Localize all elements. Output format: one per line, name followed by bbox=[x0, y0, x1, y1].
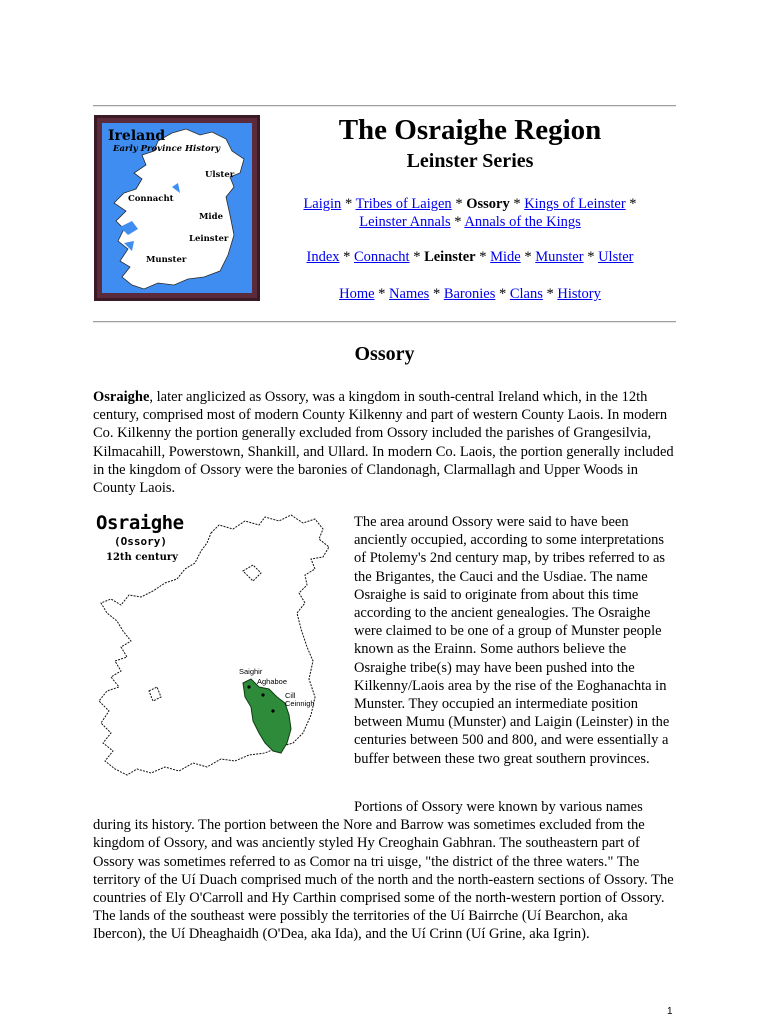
nav-separator: * bbox=[625, 196, 637, 212]
nav-row-site bbox=[268, 285, 672, 303]
ossory-map-century: 12th century bbox=[106, 552, 178, 563]
ossory-map-subtitle: (Ossory) bbox=[114, 535, 167, 548]
nav-separator: * bbox=[475, 249, 491, 265]
map-label-mide: Mide bbox=[199, 212, 223, 222]
nav-link-baronies[interactable]: Baronies bbox=[443, 286, 496, 302]
map-subtitle: Early Province History bbox=[113, 144, 221, 154]
nav-link-laigin[interactable]: Laigin bbox=[303, 196, 342, 212]
map-label-connacht: Connacht bbox=[128, 194, 174, 204]
nav-row-provinces bbox=[268, 248, 672, 266]
page-number: 1 bbox=[667, 1006, 673, 1017]
nav-link-connacht[interactable]: Connacht bbox=[354, 249, 410, 265]
intro-paragraph bbox=[93, 388, 676, 497]
nav-separator: * bbox=[341, 196, 356, 212]
page-title: The Osraighe Region bbox=[338, 114, 602, 146]
ireland-province-map[interactable] bbox=[94, 115, 260, 301]
map-label-ceinnigh: Ceinnigh bbox=[285, 699, 315, 708]
nav-separator: * bbox=[451, 196, 467, 212]
nav-current-leinster: Leinster bbox=[424, 249, 476, 265]
intro-text: , later anglicized as Ossory, was a kingdom in south-central Ireland which, in the 12th century, comprised most of modern County Kilkenny and part of western County Laois. In modern Co. Kilkenny the portion generally excluded from Ossory included the parishes of Grangesilvia, Kilmacahill, Powerstown, Shankill, and Ullard. In modern Co. Laois, the portion generally included in the kingdom of Ossory were the baronies of Clandonagh, Clarmallagh and Upper Woods in County Laois. bbox=[93, 389, 674, 497]
nav-link-mide[interactable]: Mide bbox=[490, 249, 521, 265]
nav-separator: * bbox=[339, 249, 354, 265]
nav-link-kings-of-leinster[interactable]: Kings of Leinster bbox=[524, 196, 626, 212]
saighir-marker bbox=[247, 685, 250, 688]
map-label-cill: Cill bbox=[285, 691, 296, 700]
nav-link-home[interactable]: Home bbox=[339, 286, 375, 302]
map-label-aghaboe: Aghaboe bbox=[257, 677, 288, 686]
intro-term: Osraighe bbox=[93, 389, 150, 405]
section-title: Ossory bbox=[354, 343, 415, 365]
nav-link-history[interactable]: History bbox=[557, 286, 601, 302]
nav-row-leinster-series bbox=[268, 195, 672, 231]
map-label-ulster: Ulster bbox=[205, 170, 235, 180]
nav-separator: * bbox=[450, 214, 465, 230]
ireland-map-sea bbox=[102, 123, 252, 293]
nav-link-tribes-of-laigen[interactable]: Tribes of Laigen bbox=[355, 196, 452, 212]
section-divider bbox=[93, 321, 676, 323]
top-divider bbox=[93, 105, 676, 107]
nav-separator: * bbox=[374, 286, 390, 302]
ossory-map[interactable] bbox=[93, 511, 345, 786]
map-title: Ireland bbox=[108, 128, 166, 144]
ossory-map-title: Osraighe bbox=[96, 512, 184, 534]
nav-link-ulster[interactable]: Ulster bbox=[598, 249, 634, 265]
nav-separator: * bbox=[409, 249, 425, 265]
history-paragraph-portions: Portions of Ossory were known by various names during its history. The portion between the Nore and Barrow was sometimes excluded from the kingdom of Ossory, and was anciently styled Hy Creoghain Gabhran. The southeastern part of Ossory was sometimes referred to as Comor na tri uisge, "the district of the three waters." The territory of the Uí Duach comprised much of the north and the north-eastern sections of Ossory. The countries of Ely O'Carroll and Hy Carthin comprised some of the north-western portion of Ossory. The lands of the southeast were possibly the territories of the Uí Bairrche (Uí Bearchon, aka Ibercon), the Uí Dheaghaidh (O'Dea, aka Ida), and the Uí Crinn (Uí Grine, aka Igrin). bbox=[93, 799, 674, 943]
nav-link-index[interactable]: Index bbox=[306, 249, 340, 265]
nav-separator: * bbox=[520, 249, 536, 265]
history-paragraph-ancient: The area around Ossory were said to have been anciently occupied, according to some interpretations of Ptolemy's 2nd century map, by tribes referred to as the Brigantes, the Cauci and the Usdiae. The name Osraighe is said to originate from about this time according to the ancient genealogies. The Osraighe were claimed to be one of a group of Munster people known as the Erainn. Some authors believe the Osraighe tribe(s) may have been pushed into the Kilkenny/Laois area by the rise of the Eoghanachta in Munster. They occupied an intermediate position between Mumu (Munster) and Laigin (Leinster) in the centuries between 500 and 800, and were essentially a buffer between these two great southern provinces. bbox=[354, 514, 670, 767]
aghaboe-marker bbox=[261, 693, 264, 696]
page-subtitle: Leinster Series bbox=[406, 150, 534, 172]
nav-link-munster[interactable]: Munster bbox=[535, 249, 584, 265]
nav-separator: * bbox=[509, 196, 525, 212]
nav-link-annals-of-the-kings[interactable]: Annals of the Kings bbox=[464, 214, 581, 230]
nav-link-leinster-annals[interactable]: Leinster Annals bbox=[359, 214, 451, 230]
map-label-leinster: Leinster bbox=[189, 234, 229, 244]
nav-separator: * bbox=[542, 286, 558, 302]
map-label-munster: Munster bbox=[146, 255, 187, 265]
map-label-saighir: Saighir bbox=[239, 667, 263, 676]
nav-separator: * bbox=[495, 286, 510, 302]
nav-link-names[interactable]: Names bbox=[389, 286, 430, 302]
nav-separator: * bbox=[429, 286, 444, 302]
nav-separator: * bbox=[583, 249, 599, 265]
nav-current-ossory: Ossory bbox=[466, 196, 510, 212]
cill-ceinnigh-marker bbox=[271, 709, 274, 712]
nav-link-clans[interactable]: Clans bbox=[509, 286, 543, 302]
